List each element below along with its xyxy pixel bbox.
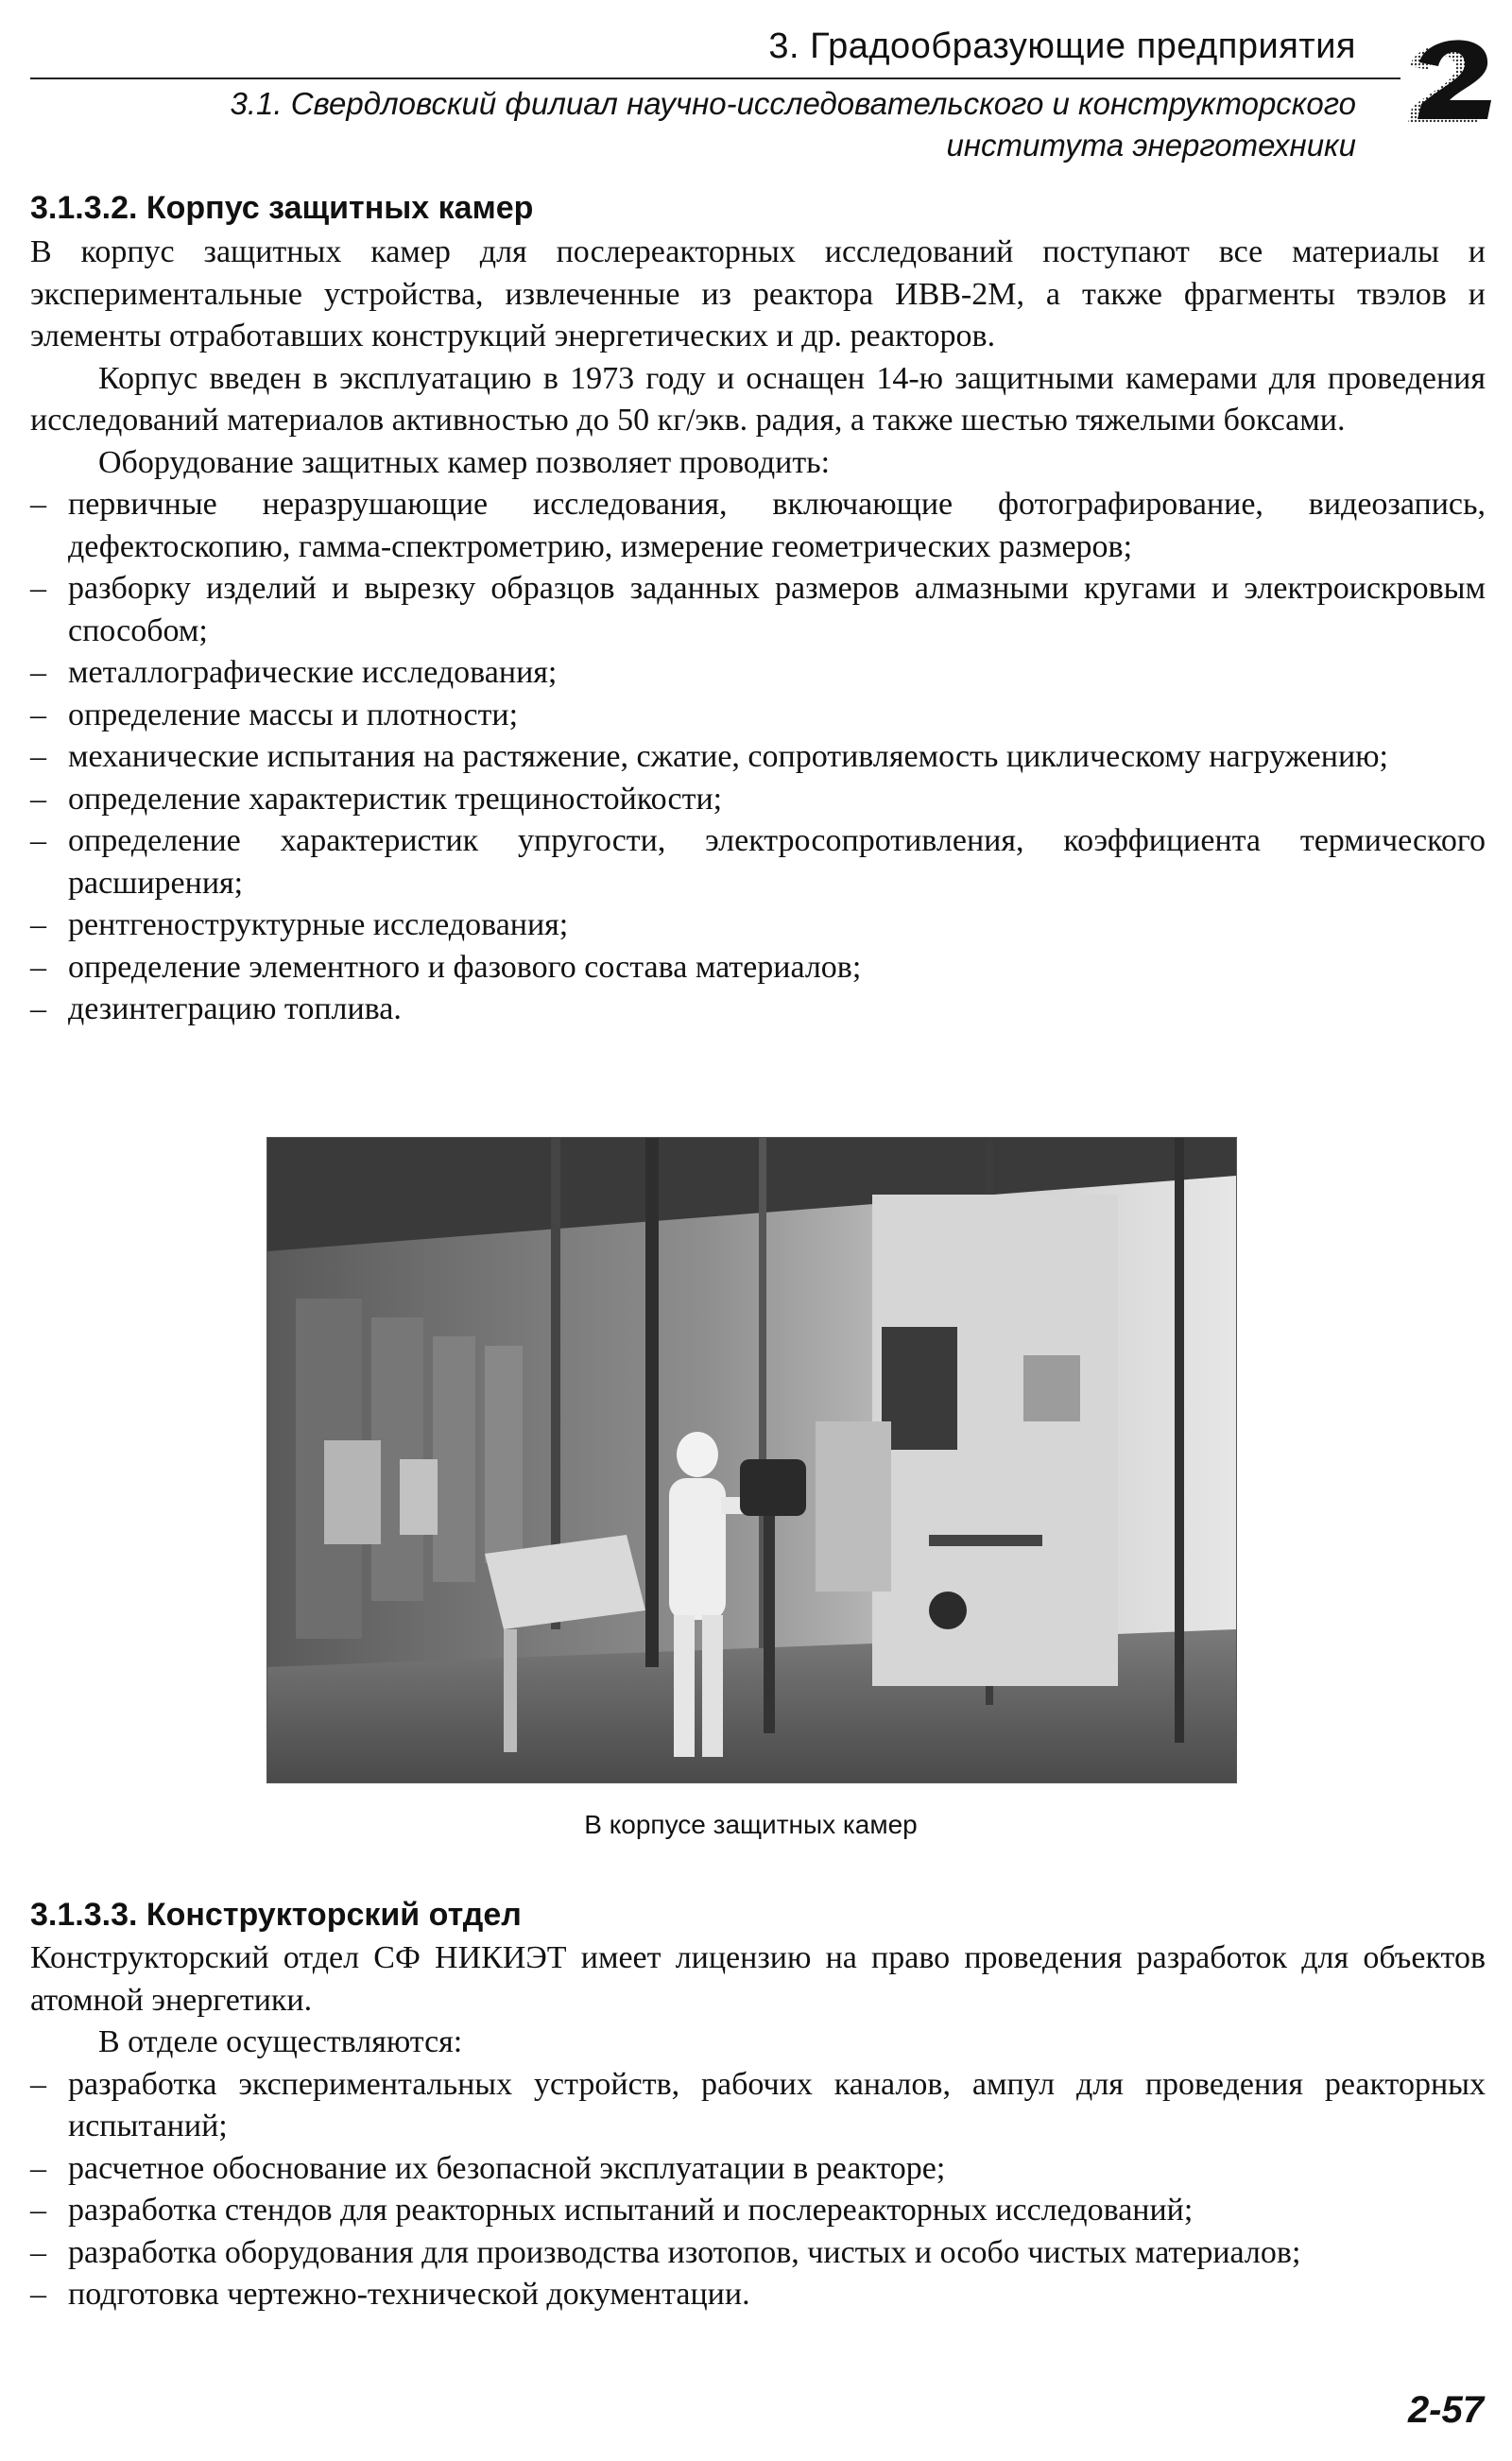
list-item: – первичные неразрушающие исследования, включающие фотографирование, видеозапись, дефектоскопию, гамма-спектрометрию, измерение геометрических размеров; [30, 484, 1486, 568]
list-item: – разборку изделий и вырезку образцов заданных размеров алмазными кругами и электроискровым способом; [30, 568, 1486, 652]
paragraph: Корпус введен в эксплуатацию в 1973 году и оснащен 14-ю защитными камерами для проведения исследований материалов активностью до 50 кг/экв. радия, а также шестью тяжелыми боксами. [30, 360, 1486, 438]
header-divider [30, 77, 1400, 79]
list-item: – рентгеноструктурные исследования; [30, 904, 1486, 947]
list-item: – определение массы и плотности; [30, 695, 1486, 737]
running-header-subtitle [227, 83, 1356, 166]
page-number: 2-57 [1407, 2389, 1484, 2431]
list-item: – определение элементного и фазового состава материалов; [30, 947, 1486, 990]
section-heading-protective-chambers: 3.1.3.2. Корпус защитных камер [30, 190, 534, 226]
subtitle-line-1: 3.1. Свердловский филиал научно-исследовательского и конструкторского [230, 86, 1356, 121]
list-item: – металлографические исследования; [30, 652, 1486, 695]
list-item: – расчетное обоснование их безопасной эксплуатации в реакторе; [30, 2148, 1486, 2191]
running-header-title: 3. Градообразующие предприятия [768, 26, 1356, 66]
department-activities-list [30, 2064, 1486, 2316]
list-item: – определение характеристик трещиностойкости; [30, 779, 1486, 821]
chapter-number-icon [1399, 28, 1493, 132]
paragraph: В отделе осуществляются: [98, 2024, 463, 2059]
list-item: – разработка экспериментальных устройств, рабочих каналов, ампул для проведения реакторных испытаний; [30, 2064, 1486, 2148]
list-item: – дезинтеграцию топлива. [30, 989, 1486, 1031]
photo-caption: В корпусе защитных камер [584, 1810, 918, 1839]
section-body-design-department [30, 1937, 1486, 2316]
list-item: – подготовка чертежно-технической документации. [30, 2274, 1486, 2316]
paragraph: В корпус защитных камер для послереакторных исследований поступают все материалы и экспериментальные устройства, извлеченные из реактора ИВВ-2М, а также фрагменты твэлов и элементы отработавших конструкций энергетических и др. реакторов. [30, 234, 1486, 353]
section-body-protective-chambers [30, 232, 1486, 1031]
list-item: – разработка стендов для реакторных испытаний и послереакторных исследований; [30, 2190, 1486, 2232]
subtitle-line-2: института энерготехники [946, 128, 1356, 163]
list-item: – определение характеристик упругости, электросопротивления, коэффициента термического расширения; [30, 820, 1486, 904]
photo-protective-chambers-hall [266, 1137, 1237, 1783]
paragraph: Оборудование защитных камер позволяет проводить: [98, 444, 831, 480]
list-item: – механические испытания на растяжение, сжатие, сопротивляемость циклическому нагружению; [30, 736, 1486, 779]
equipment-capabilities-list [30, 484, 1486, 1031]
section-heading-design-department: 3.1.3.3. Конструкторский отдел [30, 1897, 522, 1933]
paragraph: Конструкторский отдел СФ НИКИЭТ имеет лицензию на право проведения разработок для объектов атомной энергетики. [30, 1940, 1486, 2018]
list-item: – разработка оборудования для производства изотопов, чистых и особо чистых материалов; [30, 2232, 1486, 2275]
